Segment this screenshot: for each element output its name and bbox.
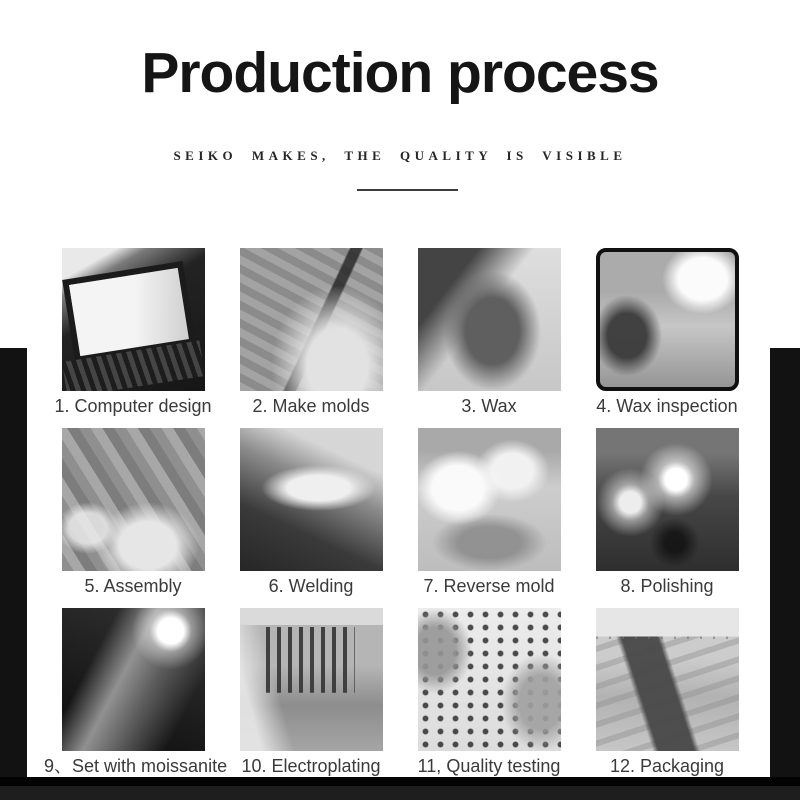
step-caption: 7. Reverse mold xyxy=(423,576,555,596)
step-photo-reverse-mold xyxy=(418,428,561,571)
step-photo-wax xyxy=(418,248,561,391)
process-step-9 xyxy=(44,608,228,788)
page-subtitle: SEIKO MAKES, THE QUALITY IS VISIBLE xyxy=(173,148,627,163)
process-step-12 xyxy=(578,608,756,788)
page-title: Production process xyxy=(141,41,659,105)
process-step-1 xyxy=(44,248,222,428)
step-caption: 6. Welding xyxy=(268,576,354,596)
step-caption: 2. Make molds xyxy=(252,396,370,416)
process-step-11 xyxy=(400,608,578,788)
step-photo-wax-inspection xyxy=(596,248,739,391)
process-step-8 xyxy=(578,428,756,608)
step-photo-polishing xyxy=(596,428,739,571)
divider-line xyxy=(357,189,458,191)
step-photo-make-molds xyxy=(240,248,383,391)
step-photo-set-with-moissanite xyxy=(62,608,205,751)
step-photo-quality-testing xyxy=(418,608,561,751)
step-caption: 8. Polishing xyxy=(620,576,714,596)
process-step-4 xyxy=(578,248,756,428)
process-step-6 xyxy=(222,428,400,608)
process-step-7 xyxy=(400,428,578,608)
step-photo-assembly xyxy=(62,428,205,571)
step-caption: 9、Set with moissanite xyxy=(44,756,228,776)
process-step-10 xyxy=(222,608,400,788)
process-step-5 xyxy=(44,428,222,608)
step-caption: 1. Computer design xyxy=(54,396,212,416)
process-step-2 xyxy=(222,248,400,428)
step-caption: 5. Assembly xyxy=(84,576,182,596)
step-caption: 10. Electroplating xyxy=(241,756,381,776)
step-caption: 4. Wax inspection xyxy=(596,396,738,416)
step-photo-welding xyxy=(240,428,383,571)
step-caption: 12. Packaging xyxy=(609,756,725,776)
step-caption: 3. Wax xyxy=(461,396,517,416)
step-caption: 11, Quality testing xyxy=(417,756,561,776)
process-grid xyxy=(44,248,756,788)
step-photo-electroplating xyxy=(240,608,383,751)
step-photo-packaging xyxy=(596,608,739,751)
process-step-3 xyxy=(400,248,578,428)
step-photo-computer-design xyxy=(62,248,205,391)
black-edge-right xyxy=(770,348,800,800)
black-edge-left xyxy=(0,348,27,800)
